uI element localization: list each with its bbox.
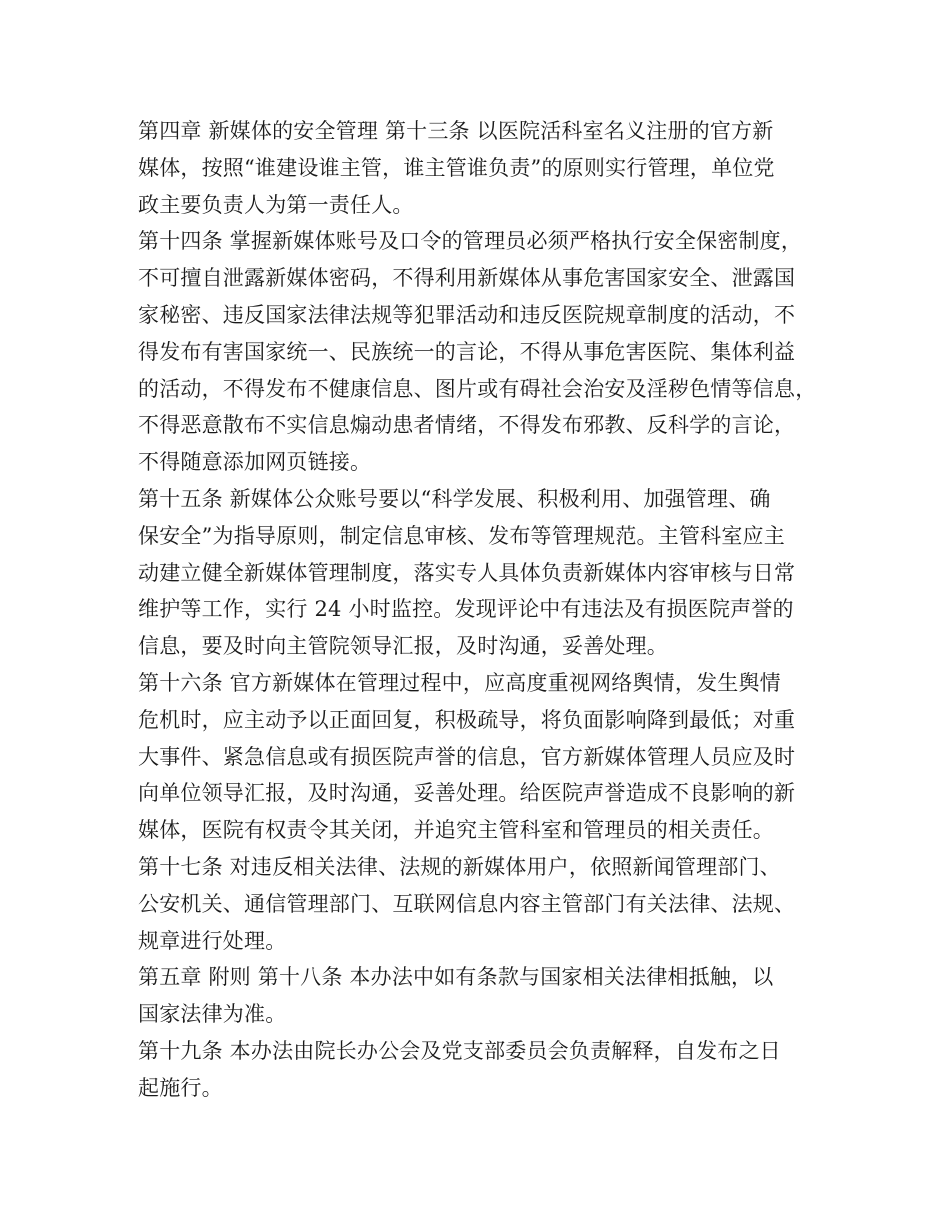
text-line-18: 大事件、紧急信息或有损医院声誉的信息，官方新媒体管理人员应及时 — [138, 744, 796, 769]
text-line-8: 的活动，不得发布不健康信息、图片或有碍社会治安及淫秽色情等信息， — [138, 376, 817, 401]
text-line-12: 保安全”为指导原则，制定信息审核、发布等管理规范。主管科室应主 — [138, 523, 785, 548]
text-line-27: 起施行。 — [138, 1075, 223, 1100]
text-line-17: 危机时，应主动予以正面回复，积极疏导，将负面影响降到最低；对重 — [138, 707, 796, 732]
text-line-11: 第十五条 新媒体公众账号要以“科学发展、积极利用、加强管理、确 — [138, 486, 771, 511]
text-line-15: 信息，要及时向主管院领导汇报，及时沟通，妥善处理。 — [138, 634, 668, 659]
text-line-14: 维护等工作，实行 24 小时监控。发现评论中有违法及有损医院声誉的 — [138, 597, 794, 622]
text-line-21: 第十七条 对违反相关法律、法规的新媒体用户，依照新闻管理部门、 — [138, 854, 781, 879]
text-line-5: 不可擅自泄露新媒体密码，不得利用新媒体从事危害国家安全、泄露国 — [138, 266, 796, 291]
text-line-7: 得发布有害国家统一、民族统一的言论，不得从事危害医院、集体利益 — [138, 339, 796, 364]
text-line-1: 第四章 新媒体的安全管理 第十三条 以医院活科室名义注册的官方新 — [138, 119, 774, 143]
text-line-6: 家秘密、违反国家法律法规等犯罪活动和违反医院规章制度的活动，不 — [138, 302, 796, 327]
text-line-3: 政主要负责人为第一责任人。 — [138, 192, 414, 217]
text-line-10: 不得随意添加网页链接。 — [138, 450, 372, 475]
document-body — [138, 113, 828, 1107]
text-line-16: 第十六条 官方新媒体在管理过程中，应高度重视网络舆情，发生舆情 — [138, 670, 781, 695]
text-line-19: 向单位领导汇报，及时沟通，妥善处理。给医院声誉造成不良影响的新 — [138, 781, 796, 806]
text-line-20: 媒体，医院有权责令其关闭，并追究主管科室和管理员的相关责任。 — [138, 818, 774, 843]
text-line-25: 国家法律为准。 — [138, 1002, 287, 1027]
text-line-26: 第十九条 本办法由院长办公会及党支部委员会负责解释，自发布之日 — [138, 1038, 781, 1063]
text-line-9: 不得恶意散布不实信息煽动患者情绪，不得发布邪教、反科学的言论， — [138, 413, 796, 438]
text-line-23: 规章进行处理。 — [138, 928, 287, 953]
text-line-2: 媒体，按照“谁建设谁主管，谁主管谁负责”的原则实行管理，单位党 — [138, 155, 775, 180]
text-line-24: 第五章 附则 第十八条 本办法中如有条款与国家相关法律相抵触，以 — [138, 965, 774, 990]
text-line-22: 公安机关、通信管理部门、互联网信息内容主管部门有关法律、法规、 — [138, 891, 796, 916]
text-line-4: 第十四条 掌握新媒体账号及口令的管理员必须严格执行安全保密制度， — [138, 229, 803, 254]
text-line-13: 动建立健全新媒体管理制度，落实专人具体负责新媒体内容审核与日常 — [138, 560, 796, 585]
